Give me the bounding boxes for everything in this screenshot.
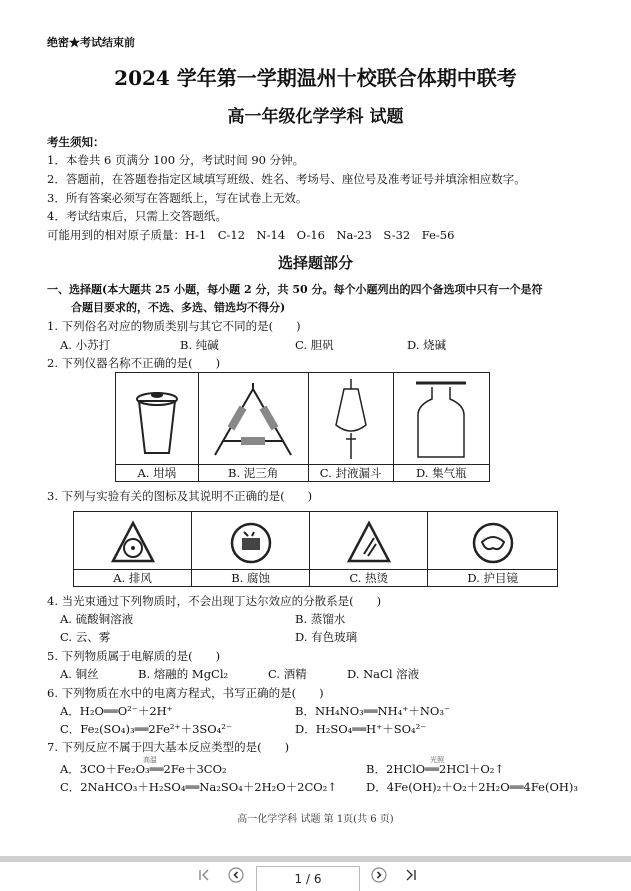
- caption: D. 护目镜: [428, 570, 558, 587]
- caption: B. 泥三角: [198, 465, 308, 482]
- page-footer: 高一化学学科 试题 第 1页(共 6 页): [237, 814, 394, 825]
- section-intro: 一、选择题(本大题共 25 小题，每小题 2 分，共 50 分。每个小题列出的四个备选项中只有一个是符: [47, 283, 543, 296]
- option: D. 烧碱: [407, 338, 447, 352]
- separatory-funnel-image: [308, 373, 393, 465]
- notice-item: 2．答题前，在答题卷指定区域填写班级、姓名、考场号、座位号及准考证号并填涂相应数字。: [47, 172, 526, 186]
- pagination-toolbar: [0, 862, 631, 888]
- page-number-input[interactable]: 1 / 6: [256, 866, 360, 891]
- notice-item: 4．考试结束后，只需上交答题纸。: [47, 209, 227, 223]
- goggles-icon: [428, 512, 558, 570]
- last-page-button[interactable]: [402, 866, 420, 884]
- option: B．NH₄NO₃══NH₄⁺＋NO₃⁻: [295, 704, 451, 718]
- option: D．H₂SO₄══H⁺＋SO₄²⁻: [295, 722, 427, 736]
- option: A．3CO＋Fe₂O₃══2Fe＋3CO₂: [60, 762, 227, 776]
- option: A. 小苏打: [60, 338, 111, 352]
- crucible-image: [116, 373, 199, 465]
- question-5: 5. 下列物质属于电解质的是( ): [47, 649, 221, 663]
- notice-heading: 考生须知：: [47, 135, 105, 149]
- chevron-right-circle-icon: [371, 867, 387, 883]
- caption: C. 热烫: [310, 570, 428, 587]
- option: D. 有色玻璃: [295, 630, 358, 644]
- question-4: 4. 当光束通过下列物质时，不会出现丁达尔效应的分散系是( ): [47, 594, 382, 608]
- chevron-left-circle-icon: [228, 867, 244, 883]
- first-page-button[interactable]: [195, 866, 213, 884]
- question-2: 2. 下列仪器名称不正确的是( ): [47, 356, 221, 370]
- instrument-table: [115, 372, 490, 482]
- question-3: 3. 下列与实验有关的图标及其说明不正确的是( ): [47, 489, 313, 503]
- notice-item: 1．本卷共 6 页满分 100 分，考试时间 90 分钟。: [47, 153, 305, 167]
- hot-surface-icon: [310, 512, 428, 570]
- previous-page-button[interactable]: [227, 866, 245, 884]
- option: C. 云、雾: [60, 630, 111, 644]
- option: B. 蒸馏水: [295, 612, 346, 626]
- caption: C. 封液漏斗: [308, 465, 393, 482]
- option: B．2HClO══2HCl＋O₂↑: [366, 762, 505, 776]
- caption: D. 集气瓶: [393, 465, 489, 482]
- section-intro-cont: 合题目要求的，不选、多选、错选均不得分): [71, 301, 286, 314]
- option: A. 铜丝: [60, 667, 99, 681]
- ventilation-icon: [74, 512, 192, 570]
- confidential-label: 绝密★考试结束前: [47, 36, 135, 49]
- question-1: 1. 下列俗名对应的物质类别与其它不同的是( ): [47, 319, 301, 333]
- condition-label: 高温: [143, 756, 157, 764]
- exam-subtitle: 高一年级化学学科 试题: [227, 107, 404, 127]
- gas-bottle-image: [393, 373, 489, 465]
- caption: A. 排风: [74, 570, 192, 587]
- first-page-icon: [198, 869, 210, 881]
- atomic-masses: 可能用到的相对原子质量：H-1 C-12 N-14 O-16 Na-23 S-32 Fe-56: [47, 228, 455, 242]
- option: C．2NaHCO₃＋H₂SO₄══Na₂SO₄＋2H₂O＋2CO₂↑: [60, 780, 337, 794]
- question-7: 7. 下列反应不属于四大基本反应类型的是( ): [47, 740, 290, 754]
- exam-title: 2024 学年第一学期温州十校联合体期中联考: [114, 66, 517, 90]
- notice-item: 3．所有答案必须写在答题纸上，写在试卷上无效。: [47, 191, 308, 205]
- clay-triangle-image: [198, 373, 308, 465]
- question-6: 6. 下列物质在水中的电离方程式，书写正确的是( ): [47, 686, 324, 700]
- next-page-button[interactable]: [370, 866, 388, 884]
- option: D. NaCl 溶液: [347, 667, 420, 681]
- option: C．Fe₂(SO₄)₃══2Fe²⁺＋3SO₄²⁻: [60, 722, 232, 736]
- caption: A. 坩埚: [116, 465, 199, 482]
- condition-label: 光照: [430, 756, 444, 764]
- option: C. 胆矾: [295, 338, 334, 352]
- corrosion-icon: [192, 512, 310, 570]
- option: A. 硫酸铜溶液: [60, 612, 134, 626]
- option: C. 酒精: [268, 667, 307, 681]
- section-title: 选择题部分: [277, 254, 353, 272]
- icon-table: [73, 511, 558, 587]
- last-page-icon: [405, 869, 417, 881]
- option: D．4Fe(OH)₂＋O₂＋2H₂O══4Fe(OH)₃: [366, 780, 579, 794]
- option: B. 熔融的 MgCl₂: [138, 667, 229, 681]
- caption: B. 腐蚀: [192, 570, 310, 587]
- option: A．H₂O══O²⁻＋2H⁺: [60, 704, 173, 718]
- option: B. 纯碱: [180, 338, 219, 352]
